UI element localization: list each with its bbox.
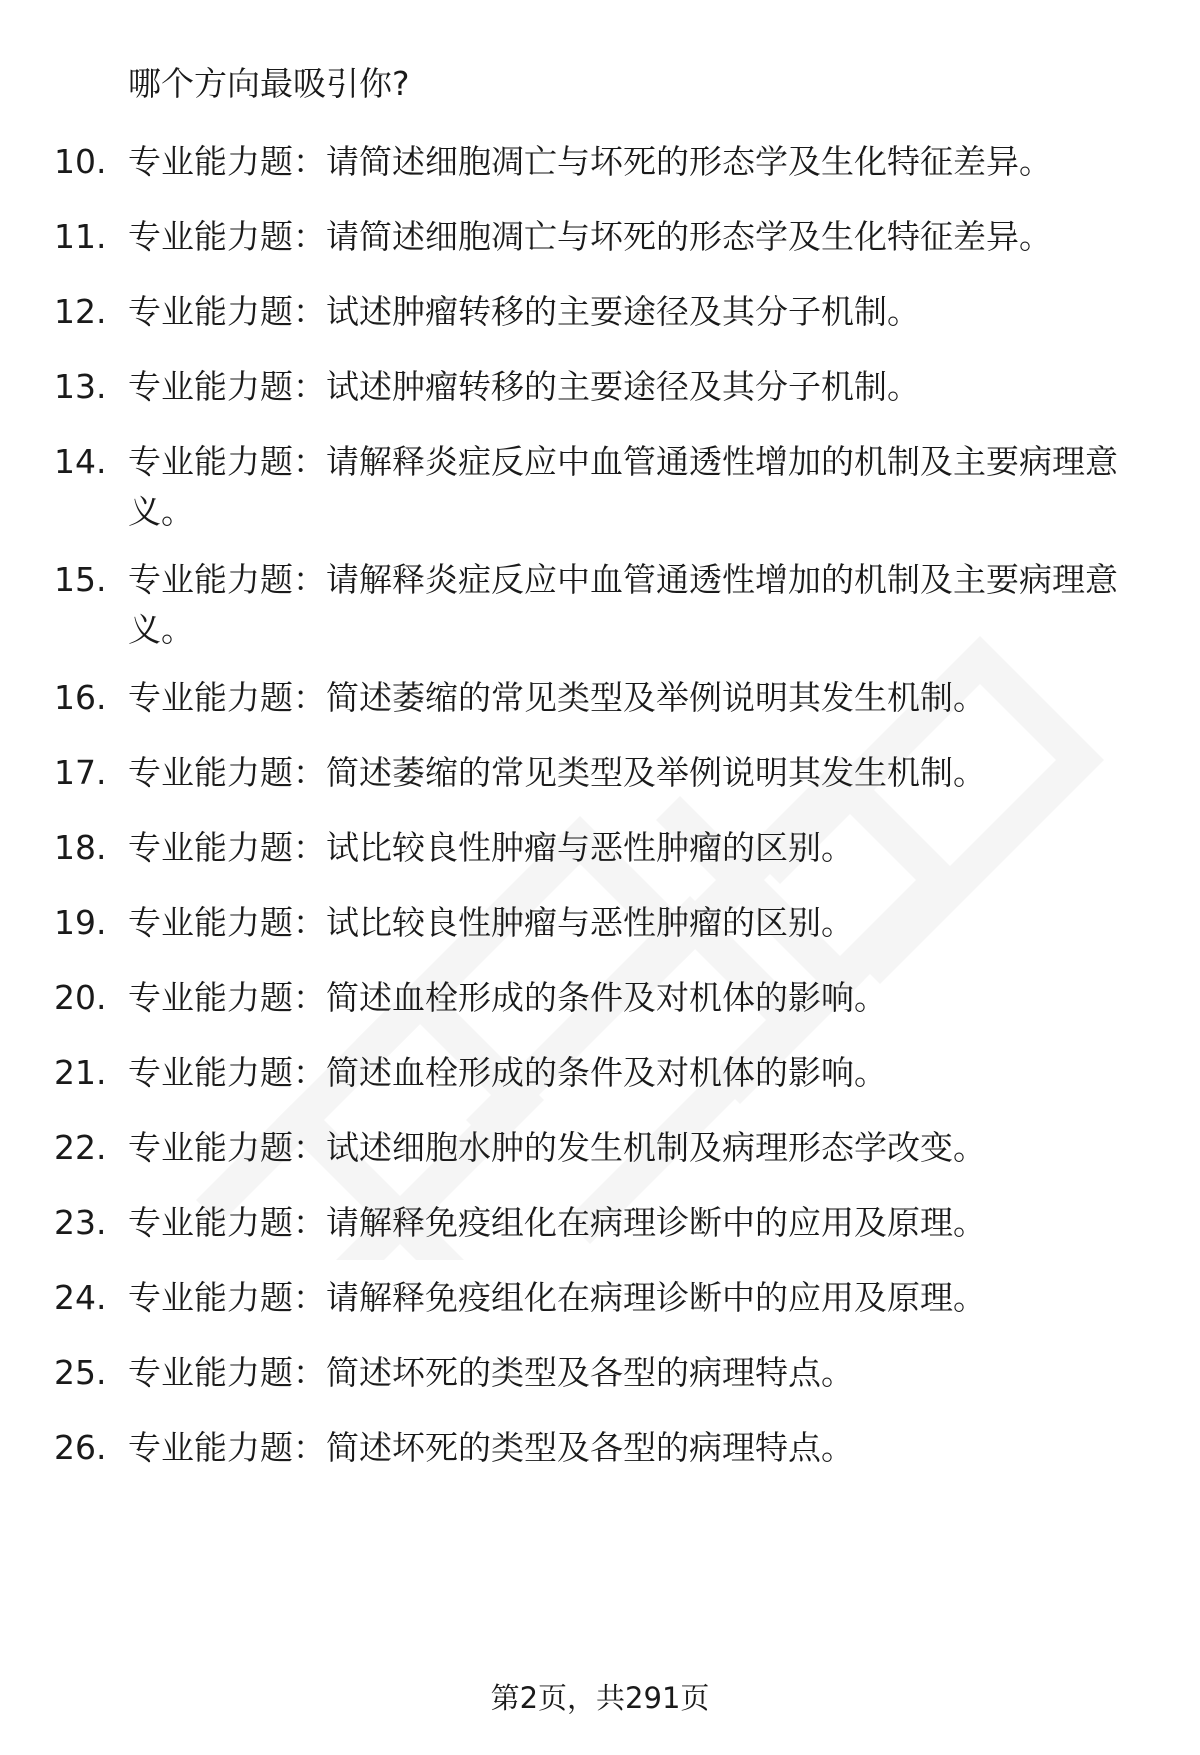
question-number: 17.: [54, 753, 107, 792]
question-text: 试述细胞水肿的发生机制及病理形态学改变。: [326, 1128, 986, 1167]
question-number: 21.: [54, 1053, 107, 1092]
question-text: 试比较良性肿瘤与恶性肿瘤的区别。: [326, 903, 854, 942]
question-category-label: 专业能力题：: [128, 292, 326, 331]
question-category-label: 专业能力题：: [128, 217, 326, 256]
question-number: 18.: [54, 828, 107, 867]
question-category-label: 专业能力题：: [128, 1278, 326, 1317]
question-category-label: 专业能力题：: [128, 442, 326, 481]
question-body: [128, 212, 1138, 262]
continued-question-text: 哪个方向最吸引你?: [128, 64, 410, 103]
question-category-label: 专业能力题：: [128, 560, 326, 599]
question-category-label: 专业能力题：: [128, 753, 326, 792]
question-body: [128, 1348, 1138, 1398]
question-number: 13.: [54, 367, 107, 406]
question-category-label: 专业能力题：: [128, 142, 326, 181]
question-text: 试比较良性肿瘤与恶性肿瘤的区别。: [326, 828, 854, 867]
question-body: [128, 1123, 1138, 1173]
question-category-label: 专业能力题：: [128, 903, 326, 942]
question-number: 24.: [54, 1278, 107, 1317]
question-number: 16.: [54, 678, 107, 717]
question-category-label: 专业能力题：: [128, 828, 326, 867]
question-body: [128, 287, 1138, 337]
question-number: 20.: [54, 978, 107, 1017]
question-text: 试述肿瘤转移的主要途径及其分子机制。: [326, 367, 920, 406]
question-body: [128, 973, 1138, 1023]
question-category-label: 专业能力题：: [128, 367, 326, 406]
question-text: 简述血栓形成的条件及对机体的影响。: [326, 1053, 887, 1092]
question-body: [128, 673, 1138, 723]
question-body: [128, 362, 1138, 412]
question-number: 15.: [54, 560, 107, 599]
question-number: 10.: [54, 142, 107, 181]
question-text: 请解释免疫组化在病理诊断中的应用及原理。: [326, 1278, 986, 1317]
question-number: 11.: [54, 217, 107, 256]
question-category-label: 专业能力题：: [128, 1428, 326, 1467]
question-body: [128, 137, 1138, 187]
question-text: 简述血栓形成的条件及对机体的影响。: [326, 978, 887, 1017]
question-number: 23.: [54, 1203, 107, 1242]
question-body: [128, 1198, 1138, 1248]
question-text: 简述坏死的类型及各型的病理特点。: [326, 1428, 854, 1467]
question-number: 25.: [54, 1353, 107, 1392]
question-category-label: 专业能力题：: [128, 1053, 326, 1092]
question-text: 简述坏死的类型及各型的病理特点。: [326, 1353, 854, 1392]
question-number: 22.: [54, 1128, 107, 1167]
question-text: 请解释炎症反应中血管通透性增加的机制及主要病理意义。: [128, 560, 1118, 649]
question-text: 简述萎缩的常见类型及举例说明其发生机制。: [326, 753, 986, 792]
question-text: 简述萎缩的常见类型及举例说明其发生机制。: [326, 678, 986, 717]
question-category-label: 专业能力题：: [128, 1203, 326, 1242]
question-body: [128, 898, 1138, 948]
page-footer: 第2页，共291页: [490, 1681, 710, 1715]
question-body: [128, 748, 1138, 798]
question-text: 请简述细胞凋亡与坏死的形态学及生化特征差异。: [326, 142, 1052, 181]
question-text: 试述肿瘤转移的主要途径及其分子机制。: [326, 292, 920, 331]
question-number: 26.: [54, 1428, 107, 1467]
question-category-label: 专业能力题：: [128, 1353, 326, 1392]
question-category-label: 专业能力题：: [128, 678, 326, 717]
question-category-label: 专业能力题：: [128, 978, 326, 1017]
question-text: 请解释免疫组化在病理诊断中的应用及原理。: [326, 1203, 986, 1242]
question-number: 12.: [54, 292, 107, 331]
question-body: [128, 1048, 1138, 1098]
question-number: 19.: [54, 903, 107, 942]
question-number: 14.: [54, 442, 107, 481]
question-body: [128, 1423, 1138, 1473]
question-category-label: 专业能力题：: [128, 1128, 326, 1167]
question-body: [128, 1273, 1138, 1323]
question-body: [128, 555, 1138, 655]
question-text: 请简述细胞凋亡与坏死的形态学及生化特征差异。: [326, 217, 1052, 256]
question-body: [128, 437, 1138, 537]
question-text: 请解释炎症反应中血管通透性增加的机制及主要病理意义。: [128, 442, 1118, 531]
question-body: [128, 823, 1138, 873]
